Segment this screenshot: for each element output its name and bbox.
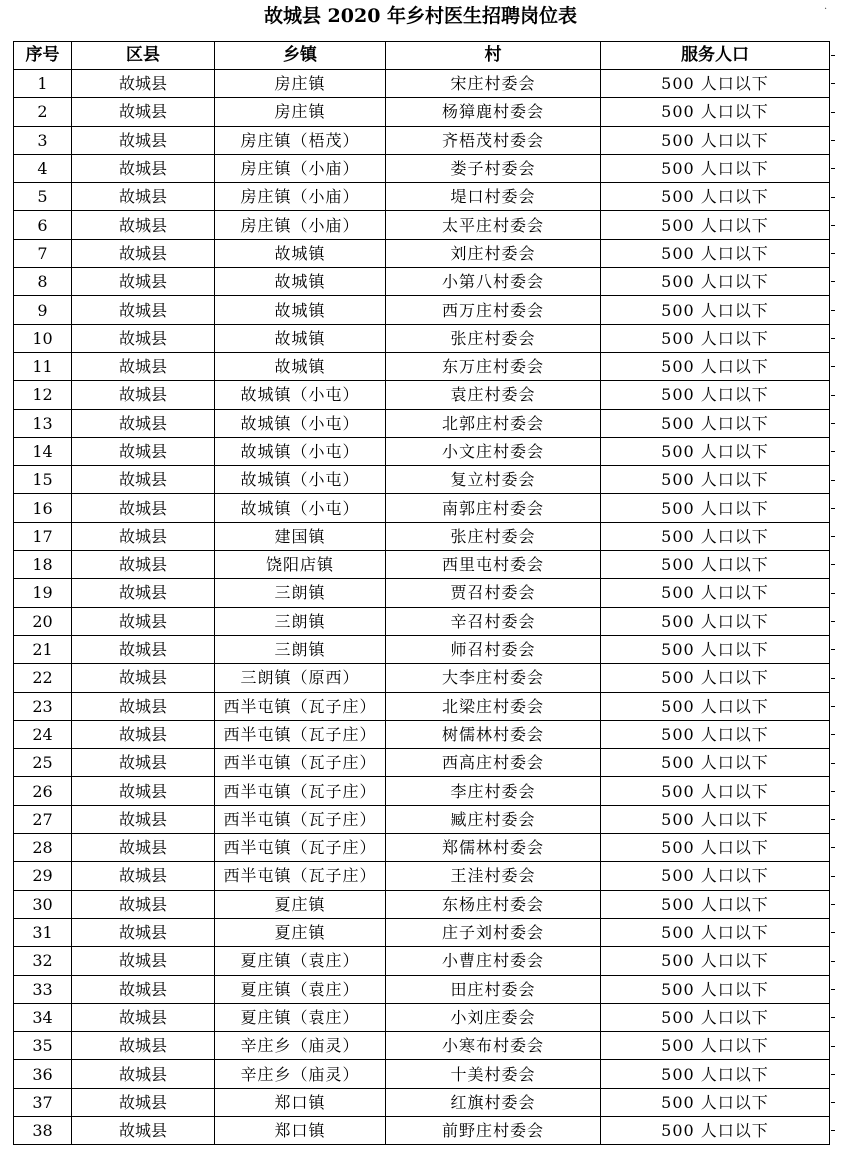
cell-village: 东万庄村委会 xyxy=(386,352,601,380)
edge-tick xyxy=(831,225,835,226)
cell-village: 辛召村委会 xyxy=(386,607,601,635)
cell-town: 西半屯镇（瓦子庄） xyxy=(215,720,386,748)
cell-county: 故城县 xyxy=(72,1060,215,1088)
cell-index: 13 xyxy=(14,409,72,437)
cell-county: 故城县 xyxy=(72,98,215,126)
edge-tick xyxy=(831,197,835,198)
cell-town: 三朗镇 xyxy=(215,579,386,607)
cell-population: 500 人口以下 xyxy=(601,749,830,777)
table-row xyxy=(14,947,830,975)
cell-town: 西半屯镇（瓦子庄） xyxy=(215,834,386,862)
table-row xyxy=(14,579,830,607)
header-index: 序号 xyxy=(14,42,72,70)
cell-population: 500 人口以下 xyxy=(601,975,830,1003)
cell-county: 故城县 xyxy=(72,607,215,635)
cell-index: 19 xyxy=(14,579,72,607)
cell-county: 故城县 xyxy=(72,211,215,239)
cell-village: 东杨庄村委会 xyxy=(386,890,601,918)
cell-county: 故城县 xyxy=(72,1032,215,1060)
cell-village: 田庄村委会 xyxy=(386,975,601,1003)
edge-tick xyxy=(831,1102,835,1103)
table-body xyxy=(14,70,830,1145)
cell-county: 故城县 xyxy=(72,381,215,409)
cell-index: 2 xyxy=(14,98,72,126)
cell-population: 500 人口以下 xyxy=(601,211,830,239)
edge-tick xyxy=(831,1046,835,1047)
edge-tick xyxy=(831,876,835,877)
cell-index: 9 xyxy=(14,296,72,324)
cell-town: 三朗镇 xyxy=(215,635,386,663)
table-row xyxy=(14,918,830,946)
cell-index: 4 xyxy=(14,154,72,182)
cell-town: 夏庄镇 xyxy=(215,918,386,946)
cell-village: 袁庄村委会 xyxy=(386,381,601,409)
cell-village: 小寒布村委会 xyxy=(386,1032,601,1060)
cell-index: 17 xyxy=(14,522,72,550)
edge-tick xyxy=(831,706,835,707)
cell-village: 宋庄村委会 xyxy=(386,70,601,98)
cell-population: 500 人口以下 xyxy=(601,268,830,296)
cell-county: 故城县 xyxy=(72,720,215,748)
cell-county: 故城县 xyxy=(72,692,215,720)
cell-village: 娄子村委会 xyxy=(386,154,601,182)
cell-index: 8 xyxy=(14,268,72,296)
cell-town: 故城镇 xyxy=(215,239,386,267)
cell-population: 500 人口以下 xyxy=(601,664,830,692)
cell-index: 6 xyxy=(14,211,72,239)
table-row xyxy=(14,409,830,437)
edge-tick xyxy=(831,989,835,990)
table-row xyxy=(14,211,830,239)
cell-population: 500 人口以下 xyxy=(601,1116,830,1144)
cell-village: 小刘庄委会 xyxy=(386,1003,601,1031)
cell-county: 故城县 xyxy=(72,409,215,437)
edge-tick xyxy=(831,366,835,367)
cell-village: 小第八村委会 xyxy=(386,268,601,296)
cell-index: 22 xyxy=(14,664,72,692)
cell-county: 故城县 xyxy=(72,239,215,267)
cell-index: 27 xyxy=(14,805,72,833)
edge-tick xyxy=(831,763,835,764)
cell-town: 西半屯镇（瓦子庄） xyxy=(215,777,386,805)
cell-index: 3 xyxy=(14,126,72,154)
cell-town: 饶阳店镇 xyxy=(215,551,386,579)
cell-population: 500 人口以下 xyxy=(601,551,830,579)
table-row xyxy=(14,494,830,522)
cell-town: 西半屯镇（瓦子庄） xyxy=(215,749,386,777)
cell-village: 齐梧茂村委会 xyxy=(386,126,601,154)
cell-village: 前野庄村委会 xyxy=(386,1116,601,1144)
cell-village: 红旗村委会 xyxy=(386,1088,601,1116)
table-row xyxy=(14,381,830,409)
cell-county: 故城县 xyxy=(72,551,215,579)
table-row xyxy=(14,607,830,635)
cell-town: 故城镇 xyxy=(215,352,386,380)
cell-index: 31 xyxy=(14,918,72,946)
page-title: 故城县 2020 年乡村医生招聘岗位表 xyxy=(263,5,578,27)
cell-county: 故城县 xyxy=(72,749,215,777)
cell-county: 故城县 xyxy=(72,466,215,494)
cell-town: 房庄镇（小庙） xyxy=(215,154,386,182)
cell-index: 29 xyxy=(14,862,72,890)
cell-index: 26 xyxy=(14,777,72,805)
cell-index: 33 xyxy=(14,975,72,1003)
cell-town: 房庄镇（小庙） xyxy=(215,183,386,211)
cell-population: 500 人口以下 xyxy=(601,154,830,182)
table-row xyxy=(14,720,830,748)
edge-tick xyxy=(831,847,835,848)
table-row xyxy=(14,749,830,777)
cell-village: 堤口村委会 xyxy=(386,183,601,211)
cell-village: 西高庄村委会 xyxy=(386,749,601,777)
table-row xyxy=(14,692,830,720)
cell-population: 500 人口以下 xyxy=(601,890,830,918)
cell-index: 15 xyxy=(14,466,72,494)
cell-county: 故城县 xyxy=(72,664,215,692)
edge-tick xyxy=(831,564,835,565)
cell-county: 故城县 xyxy=(72,918,215,946)
table-row xyxy=(14,1088,830,1116)
cell-town: 三朗镇（原西） xyxy=(215,664,386,692)
table-row xyxy=(14,183,830,211)
cell-index: 36 xyxy=(14,1060,72,1088)
cell-village: 李庄村委会 xyxy=(386,777,601,805)
cell-population: 500 人口以下 xyxy=(601,1060,830,1088)
cell-village: 庄子刘村委会 xyxy=(386,918,601,946)
cell-town: 辛庄乡（庙灵） xyxy=(215,1032,386,1060)
edge-tick xyxy=(831,480,835,481)
cell-index: 28 xyxy=(14,834,72,862)
cell-village: 臧庄村委会 xyxy=(386,805,601,833)
cell-county: 故城县 xyxy=(72,1088,215,1116)
cell-population: 500 人口以下 xyxy=(601,381,830,409)
cell-index: 32 xyxy=(14,947,72,975)
cell-village: 树儒林村委会 xyxy=(386,720,601,748)
cell-town: 故城镇 xyxy=(215,296,386,324)
edge-tick xyxy=(831,1130,835,1131)
table-row xyxy=(14,975,830,1003)
cell-town: 故城镇（小屯） xyxy=(215,466,386,494)
cell-county: 故城县 xyxy=(72,862,215,890)
cell-county: 故城县 xyxy=(72,183,215,211)
table-row xyxy=(14,777,830,805)
edge-tick xyxy=(831,451,835,452)
edge-tick xyxy=(831,621,835,622)
cell-county: 故城县 xyxy=(72,522,215,550)
table-row xyxy=(14,98,830,126)
cell-index: 38 xyxy=(14,1116,72,1144)
table-row xyxy=(14,890,830,918)
cell-index: 35 xyxy=(14,1032,72,1060)
edge-tick xyxy=(831,678,835,679)
header-town: 乡镇 xyxy=(215,42,386,70)
cell-village: 北梁庄村委会 xyxy=(386,692,601,720)
cell-village: 南郭庄村委会 xyxy=(386,494,601,522)
cell-town: 房庄镇 xyxy=(215,70,386,98)
table-row xyxy=(14,126,830,154)
cell-population: 500 人口以下 xyxy=(601,1003,830,1031)
cell-population: 500 人口以下 xyxy=(601,352,830,380)
cell-village: 小曹庄村委会 xyxy=(386,947,601,975)
table-row xyxy=(14,1060,830,1088)
cell-index: 30 xyxy=(14,890,72,918)
table-row xyxy=(14,551,830,579)
table-row xyxy=(14,466,830,494)
cell-population: 500 人口以下 xyxy=(601,692,830,720)
cell-population: 500 人口以下 xyxy=(601,579,830,607)
cell-county: 故城县 xyxy=(72,70,215,98)
cell-town: 故城镇 xyxy=(215,268,386,296)
cell-population: 500 人口以下 xyxy=(601,1032,830,1060)
cell-population: 500 人口以下 xyxy=(601,183,830,211)
cell-population: 500 人口以下 xyxy=(601,918,830,946)
cell-index: 7 xyxy=(14,239,72,267)
edge-tick xyxy=(831,168,835,169)
cell-county: 故城县 xyxy=(72,268,215,296)
edge-tick xyxy=(831,1017,835,1018)
cell-index: 11 xyxy=(14,352,72,380)
cell-county: 故城县 xyxy=(72,947,215,975)
cell-village: 杨獐鹿村委会 xyxy=(386,98,601,126)
cell-town: 西半屯镇（瓦子庄） xyxy=(215,692,386,720)
cell-population: 500 人口以下 xyxy=(601,324,830,352)
cell-population: 500 人口以下 xyxy=(601,862,830,890)
cell-county: 故城县 xyxy=(72,126,215,154)
cell-population: 500 人口以下 xyxy=(601,720,830,748)
edge-tick xyxy=(831,281,835,282)
cell-town: 西半屯镇（瓦子庄） xyxy=(215,805,386,833)
cell-village: 师召村委会 xyxy=(386,635,601,663)
positions-table xyxy=(13,41,830,1145)
cell-village: 刘庄村委会 xyxy=(386,239,601,267)
cell-village: 贾召村委会 xyxy=(386,579,601,607)
cell-population: 500 人口以下 xyxy=(601,494,830,522)
cell-town: 房庄镇 xyxy=(215,98,386,126)
edge-tick xyxy=(831,508,835,509)
table-row xyxy=(14,352,830,380)
cell-population: 500 人口以下 xyxy=(601,805,830,833)
cell-population: 500 人口以下 xyxy=(601,296,830,324)
edge-tick xyxy=(831,310,835,311)
table-row xyxy=(14,70,830,98)
cell-population: 500 人口以下 xyxy=(601,947,830,975)
cell-village: 西里屯村委会 xyxy=(386,551,601,579)
edge-tick xyxy=(831,140,835,141)
table-row xyxy=(14,324,830,352)
cell-index: 20 xyxy=(14,607,72,635)
cell-town: 夏庄镇（袁庄） xyxy=(215,975,386,1003)
cell-population: 500 人口以下 xyxy=(601,834,830,862)
table-row xyxy=(14,862,830,890)
cell-town: 房庄镇（梧茂） xyxy=(215,126,386,154)
cell-index: 25 xyxy=(14,749,72,777)
cell-index: 18 xyxy=(14,551,72,579)
cell-town: 郑口镇 xyxy=(215,1088,386,1116)
cell-population: 500 人口以下 xyxy=(601,70,830,98)
cell-population: 500 人口以下 xyxy=(601,98,830,126)
corner-mark: · xyxy=(824,4,828,15)
cell-town: 故城镇（小屯） xyxy=(215,437,386,465)
table-row xyxy=(14,296,830,324)
cell-index: 5 xyxy=(14,183,72,211)
table-row xyxy=(14,1116,830,1144)
cell-county: 故城县 xyxy=(72,777,215,805)
cell-population: 500 人口以下 xyxy=(601,1088,830,1116)
table-row xyxy=(14,268,830,296)
cell-county: 故城县 xyxy=(72,324,215,352)
cell-village: 复立村委会 xyxy=(386,466,601,494)
cell-town: 故城镇（小屯） xyxy=(215,409,386,437)
cell-index: 24 xyxy=(14,720,72,748)
cell-town: 夏庄镇（袁庄） xyxy=(215,1003,386,1031)
cell-village: 大李庄村委会 xyxy=(386,664,601,692)
table-row xyxy=(14,805,830,833)
edge-tick xyxy=(831,338,835,339)
cell-population: 500 人口以下 xyxy=(601,635,830,663)
cell-town: 故城镇（小屯） xyxy=(215,494,386,522)
cell-population: 500 人口以下 xyxy=(601,522,830,550)
cell-town: 建国镇 xyxy=(215,522,386,550)
table-row xyxy=(14,664,830,692)
cell-index: 37 xyxy=(14,1088,72,1116)
cell-village: 郑儒林村委会 xyxy=(386,834,601,862)
edge-tick xyxy=(831,961,835,962)
table-row xyxy=(14,834,830,862)
cell-village: 北郭庄村委会 xyxy=(386,409,601,437)
edge-tick xyxy=(831,791,835,792)
header-village: 村 xyxy=(386,42,601,70)
edge-tick xyxy=(831,819,835,820)
edge-tick xyxy=(831,395,835,396)
cell-town: 辛庄乡（庙灵） xyxy=(215,1060,386,1088)
cell-town: 夏庄镇 xyxy=(215,890,386,918)
edge-tick xyxy=(831,55,835,56)
cell-index: 12 xyxy=(14,381,72,409)
cell-village: 王洼村委会 xyxy=(386,862,601,890)
cell-town: 故城镇（小屯） xyxy=(215,381,386,409)
cell-county: 故城县 xyxy=(72,352,215,380)
edge-tick xyxy=(831,593,835,594)
cell-county: 故城县 xyxy=(72,834,215,862)
header-row xyxy=(14,42,830,70)
edge-tick xyxy=(831,1074,835,1075)
cell-village: 太平庄村委会 xyxy=(386,211,601,239)
cell-county: 故城县 xyxy=(72,494,215,522)
edge-tick xyxy=(831,423,835,424)
cell-population: 500 人口以下 xyxy=(601,239,830,267)
table-row xyxy=(14,635,830,663)
cell-index: 1 xyxy=(14,70,72,98)
cell-population: 500 人口以下 xyxy=(601,437,830,465)
edge-tick xyxy=(831,536,835,537)
cell-county: 故城县 xyxy=(72,1116,215,1144)
cell-county: 故城县 xyxy=(72,805,215,833)
table-row xyxy=(14,437,830,465)
cell-town: 故城镇 xyxy=(215,324,386,352)
cell-county: 故城县 xyxy=(72,1003,215,1031)
cell-county: 故城县 xyxy=(72,437,215,465)
edge-tick xyxy=(831,904,835,905)
edge-tick xyxy=(831,83,835,84)
cell-county: 故城县 xyxy=(72,296,215,324)
cell-town: 西半屯镇（瓦子庄） xyxy=(215,862,386,890)
cell-village: 十美村委会 xyxy=(386,1060,601,1088)
cell-index: 34 xyxy=(14,1003,72,1031)
table-row xyxy=(14,522,830,550)
cell-town: 郑口镇 xyxy=(215,1116,386,1144)
cell-population: 500 人口以下 xyxy=(601,409,830,437)
cell-index: 16 xyxy=(14,494,72,522)
cell-village: 西万庄村委会 xyxy=(386,296,601,324)
cell-population: 500 人口以下 xyxy=(601,607,830,635)
cell-town: 三朗镇 xyxy=(215,607,386,635)
header-county: 区县 xyxy=(72,42,215,70)
edge-tick xyxy=(831,932,835,933)
table-row xyxy=(14,1003,830,1031)
table-row xyxy=(14,239,830,267)
cell-county: 故城县 xyxy=(72,579,215,607)
edge-tick xyxy=(831,112,835,113)
cell-town: 房庄镇（小庙） xyxy=(215,211,386,239)
cell-index: 14 xyxy=(14,437,72,465)
edge-tick xyxy=(831,734,835,735)
cell-county: 故城县 xyxy=(72,975,215,1003)
cell-county: 故城县 xyxy=(72,635,215,663)
cell-town: 夏庄镇（袁庄） xyxy=(215,947,386,975)
edge-tick xyxy=(831,649,835,650)
cell-county: 故城县 xyxy=(72,154,215,182)
table-row xyxy=(14,1032,830,1060)
cell-village: 张庄村委会 xyxy=(386,324,601,352)
table-row xyxy=(14,154,830,182)
cell-index: 21 xyxy=(14,635,72,663)
cell-population: 500 人口以下 xyxy=(601,126,830,154)
cell-county: 故城县 xyxy=(72,890,215,918)
cell-index: 23 xyxy=(14,692,72,720)
edge-tick xyxy=(831,253,835,254)
cell-village: 小文庄村委会 xyxy=(386,437,601,465)
header-population: 服务人口 xyxy=(601,42,830,70)
cell-village: 张庄村委会 xyxy=(386,522,601,550)
cell-population: 500 人口以下 xyxy=(601,777,830,805)
cell-index: 10 xyxy=(14,324,72,352)
cell-population: 500 人口以下 xyxy=(601,466,830,494)
